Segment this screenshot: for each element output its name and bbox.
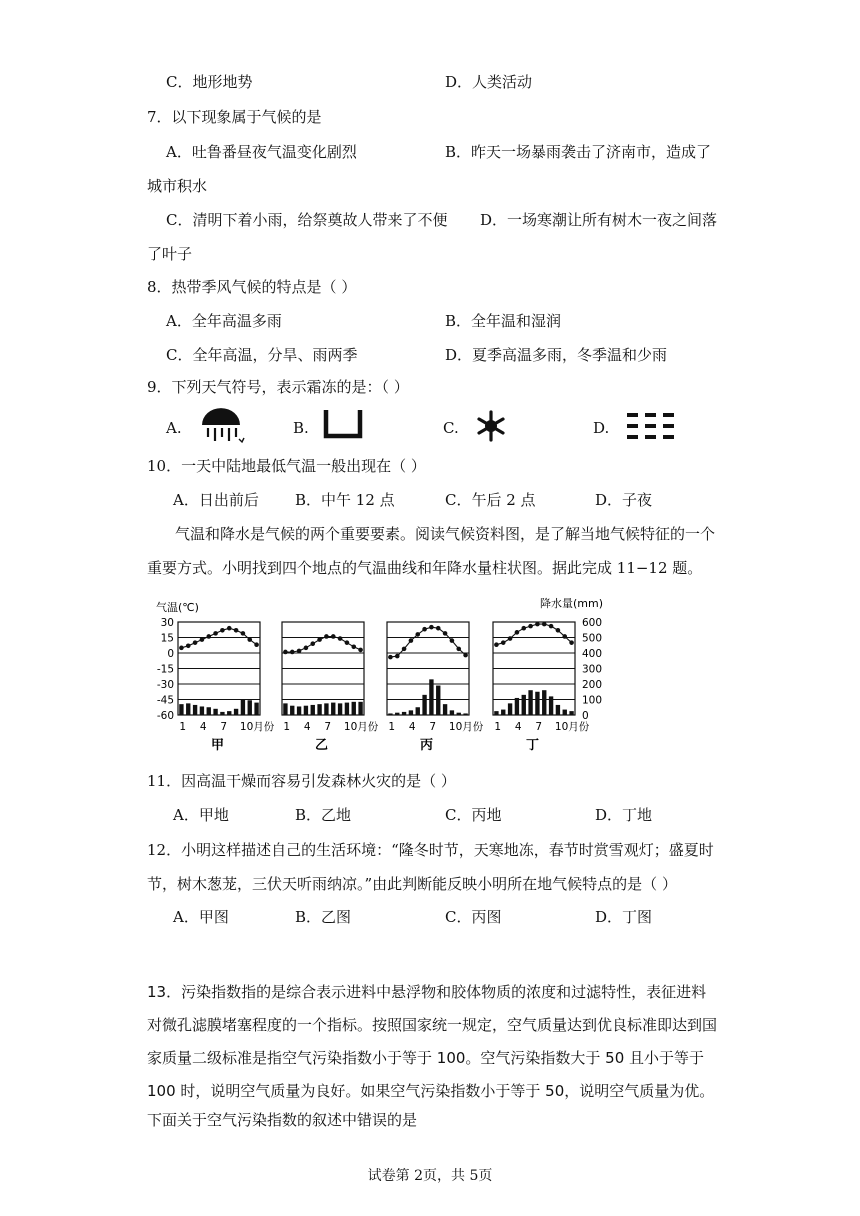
temperature-point (213, 631, 218, 636)
month-tick-label: 10月份 (343, 721, 379, 733)
precipitation-bar (200, 706, 204, 715)
temperature-point (443, 631, 448, 636)
q11-stem: 11．因高温干燥而容易引发森林火灾的是（ ） (147, 772, 456, 790)
q11-option-b: B．乙地 (295, 806, 352, 824)
page-footer: 试卷第 2页，共 5页 (367, 1168, 493, 1184)
precipitation-bar (254, 703, 258, 715)
chart-name-label: 丁 (526, 738, 540, 753)
snowflake-icon (474, 409, 508, 443)
chart-name-label: 乙 (315, 738, 329, 753)
temperature-point (338, 636, 343, 641)
precipitation-bar (443, 704, 447, 715)
q12-stem-line-1: 12．小明这样描述自己的生活环境：“隆冬时节，天寒地冻，春节时赏雪观灯；盛夏时 (147, 841, 714, 859)
temperature-point (542, 622, 547, 627)
climate-chart-4 (493, 622, 590, 753)
precipitation-bar (388, 713, 392, 715)
temperature-point (436, 626, 441, 631)
precipitation-tick-label: 300 (582, 663, 603, 676)
precipitation-bar (311, 705, 315, 715)
precipitation-bar (179, 704, 183, 715)
precipitation-bar (402, 712, 406, 715)
month-tick-label: 7 (429, 721, 437, 733)
precipitation-bar (535, 692, 539, 715)
temperature-point (234, 628, 239, 633)
temperature-tick-label: 30 (160, 617, 174, 629)
precipitation-bar (549, 696, 553, 715)
temperature-point (422, 627, 427, 632)
q8-stem: 8．热带季风气候的特点是（ ） (147, 278, 357, 296)
temperature-point (358, 648, 363, 653)
month-tick-label: 10月份 (239, 721, 275, 733)
precipitation-bar (324, 703, 328, 715)
q7-option-b: B．昨天一场暴雨袭击了济南市，造成了 (445, 143, 712, 161)
temperature-point (351, 645, 356, 650)
temperature-point (535, 622, 540, 627)
q9-stem: 9．下列天气符号，表示霜冻的是：（ ） (147, 378, 409, 396)
temperature-point (463, 653, 468, 658)
q11-option-d: D．丁地 (595, 806, 653, 824)
precipitation-bar (501, 710, 505, 715)
q12-option-a: A．甲图 (173, 908, 229, 926)
temperature-point (429, 625, 434, 630)
q11-option-a: A．甲地 (173, 806, 229, 824)
temperature-point (395, 654, 400, 659)
q8-option-c: C．全年高温，分旱、雨两季 (166, 346, 358, 364)
q10-option-d: D．子夜 (595, 491, 653, 509)
precipitation-bar (528, 690, 532, 715)
temperature-tick-label: 15 (160, 632, 174, 645)
frost-symbol-icon (322, 408, 364, 440)
precipitation-bar (556, 705, 560, 715)
temperature-tick-label: -15 (156, 663, 174, 676)
q9-option-d: D. (593, 419, 610, 437)
precipitation-bar (515, 698, 519, 715)
month-tick-label: 7 (535, 721, 543, 733)
q8-option-d: D．夏季高温多雨，冬季温和少雨 (445, 346, 668, 364)
temperature-point (508, 636, 513, 641)
precipitation-tick-label: 600 (582, 617, 603, 629)
q7-option-c: C．清明下着小雨，给祭奠故人带来了不便 (166, 211, 448, 229)
temperature-point (456, 647, 461, 652)
precipitation-tick-label: 200 (582, 679, 603, 691)
precipitation-bar (563, 710, 567, 715)
month-tick-label: 1 (283, 721, 291, 733)
temperature-point (556, 628, 561, 633)
temperature-point (290, 650, 295, 655)
q10-option-c: C．午后 2 点 (445, 491, 536, 509)
precipitation-bar (248, 700, 252, 715)
temperature-point (283, 650, 288, 655)
q9-option-b: B. (293, 419, 309, 437)
temperature-point (409, 638, 414, 643)
month-tick-label: 4 (514, 721, 522, 733)
temperature-point (450, 638, 455, 643)
temperature-point (402, 647, 407, 652)
precipitation-bar (345, 703, 349, 715)
q13-question: 下面关于空气污染指数的叙述中错误的是 (147, 1111, 418, 1129)
q12-stem-line-2: 节，树木葱茏，三伏天听雨纳凉。”由此判断能反映小明所在地气候特点的是（ ） (147, 875, 677, 893)
temperature-point (415, 632, 420, 637)
month-tick-label: 10月份 (448, 721, 484, 733)
precipitation-bar (409, 710, 413, 715)
climate-chart-3 (387, 622, 484, 753)
month-tick-label: 4 (303, 721, 311, 733)
q7-option-b-continued: 城市积水 (147, 177, 208, 195)
precipitation-tick-label: 100 (582, 694, 603, 707)
precipitation-bar (522, 695, 526, 715)
precipitation-bar (352, 702, 356, 715)
temperature-point (324, 634, 329, 639)
temperature-point (562, 634, 567, 639)
month-tick-label: 10月份 (554, 721, 590, 733)
precipitation-bar (290, 706, 294, 715)
month-tick-label: 4 (199, 721, 207, 733)
month-tick-label: 7 (324, 721, 332, 733)
precipitation-tick-label: 400 (582, 648, 603, 660)
temperature-point (241, 631, 246, 636)
climate-chart-2 (282, 622, 379, 753)
temperature-point (388, 655, 393, 660)
temperature-point (345, 640, 350, 645)
temperature-axis-label: 气温(℃) (156, 601, 199, 614)
temperature-point (501, 640, 506, 645)
temperature-tick-label: -30 (156, 679, 174, 691)
q10-option-a: A．日出前后 (173, 491, 259, 509)
chart-name-label: 甲 (211, 738, 225, 753)
precipitation-bar (317, 704, 321, 715)
climate-chart-1 (178, 622, 275, 753)
temperature-point (247, 637, 252, 642)
precipitation-bar (508, 703, 512, 715)
temperature-point (179, 646, 184, 651)
precipitation-bar (297, 706, 301, 715)
temperature-point (193, 640, 198, 645)
precipitation-bar (450, 710, 454, 715)
temperature-point (186, 643, 191, 648)
precipitation-bar (283, 703, 287, 715)
month-tick-label: 1 (388, 721, 396, 733)
climate-charts (148, 594, 618, 760)
temperature-point (297, 649, 302, 654)
precipitation-tick-label: 500 (582, 632, 603, 645)
temperature-point (317, 637, 322, 642)
precipitation-bar (457, 713, 461, 715)
precipitation-bar (234, 709, 238, 715)
precipitation-bar (436, 686, 440, 715)
temperature-point (528, 624, 533, 629)
q10-stem: 10．一天中陆地最低气温一般出现在（ ） (147, 457, 426, 475)
precipitation-bar (358, 702, 362, 715)
month-tick-label: 1 (179, 721, 187, 733)
precipitation-bar (186, 703, 190, 715)
precipitation-bar (463, 713, 467, 715)
precipitation-bar (422, 695, 426, 715)
precipitation-tick-label: 0 (582, 710, 589, 722)
q8-option-a: A．全年高温多雨 (166, 312, 282, 330)
temperature-point (310, 641, 315, 646)
q9-option-c: C. (443, 419, 459, 437)
month-tick-label: 7 (220, 721, 228, 733)
q7-stem: 7．以下现象属于气候的是 (147, 108, 322, 126)
month-tick-label: 1 (494, 721, 502, 733)
temperature-point (331, 634, 336, 639)
q13-paragraph: 13．污染指数指的是综合表示进料中悬浮物和胶体物质的浓度和过滤特性，表征进料对微孔滤膜堵塞程度的一个指标。按照国家统一规定，空气质量达到优良标准即达到国家质量二级标准是指空气污染指数小于等于 100。空气污染指数大于 50 且小于等于 100 时，说明空气质量为良好。如果空气污染指数小于等于 50，说明空气质量为优。 (147, 983, 718, 1100)
precipitation-bar (416, 707, 420, 715)
temperature-tick-label: -60 (156, 710, 174, 722)
month-tick-label: 4 (408, 721, 416, 733)
q6-option-d: D．人类活动 (445, 73, 533, 91)
q7-option-a: A．吐鲁番昼夜气温变化剧烈 (166, 143, 357, 161)
q7-option-d-continued: 了叶子 (147, 245, 193, 263)
q11-option-c: C．丙地 (445, 806, 502, 824)
fog-symbol-icon (625, 411, 677, 441)
temperature-point (515, 630, 520, 635)
q9-option-a: A. (166, 419, 182, 437)
q12-option-c: C．丙图 (445, 908, 502, 926)
q10-option-b: B．中午 12 点 (295, 491, 395, 509)
temperature-point (521, 626, 526, 631)
temperature-point (220, 628, 225, 633)
temperature-point (549, 624, 554, 629)
precipitation-bar (207, 707, 211, 715)
q12-option-b: B．乙图 (295, 908, 352, 926)
temperature-point (200, 637, 205, 642)
temperature-point (254, 642, 259, 647)
precipitation-bar (569, 711, 573, 715)
precipitation-bar (213, 709, 217, 715)
precipitation-axis-label: 降水量(mm) (540, 597, 604, 610)
precipitation-bar (304, 706, 308, 715)
precipitation-bar (220, 712, 224, 715)
temperature-point (304, 646, 309, 651)
intro-line-2: 重要方式。小明找到四个地点的气温曲线和年降水量柱状图。据此完成 11−12 题。 (147, 559, 703, 577)
precipitation-bar (338, 703, 342, 715)
precipitation-bar (542, 690, 546, 715)
precipitation-bar (429, 679, 433, 715)
temperature-point (227, 626, 232, 631)
temperature-point (494, 642, 499, 647)
precipitation-bar (241, 700, 245, 716)
temperature-point (206, 634, 211, 639)
precipitation-bar (193, 705, 197, 715)
precipitation-bar (395, 713, 399, 715)
intro-line-1: 气温和降水是气候的两个重要要素。阅读气候资料图，是了解当地气候特征的一个 (175, 525, 716, 543)
rain-shower-icon (196, 403, 248, 445)
q6-option-c: C．地形地势 (166, 73, 253, 91)
precipitation-bar (227, 711, 231, 715)
q7-option-d: D．一场寒潮让所有树木一夜之间落 (480, 211, 718, 229)
precipitation-bar (494, 711, 498, 715)
q8-option-b: B．全年温和湿润 (445, 312, 562, 330)
q12-option-d: D．丁图 (595, 908, 653, 926)
temperature-point (569, 640, 574, 645)
chart-name-label: 丙 (420, 738, 434, 753)
precipitation-bar (331, 703, 335, 715)
temperature-tick-label: 0 (167, 648, 174, 660)
temperature-tick-label: -45 (156, 694, 174, 707)
